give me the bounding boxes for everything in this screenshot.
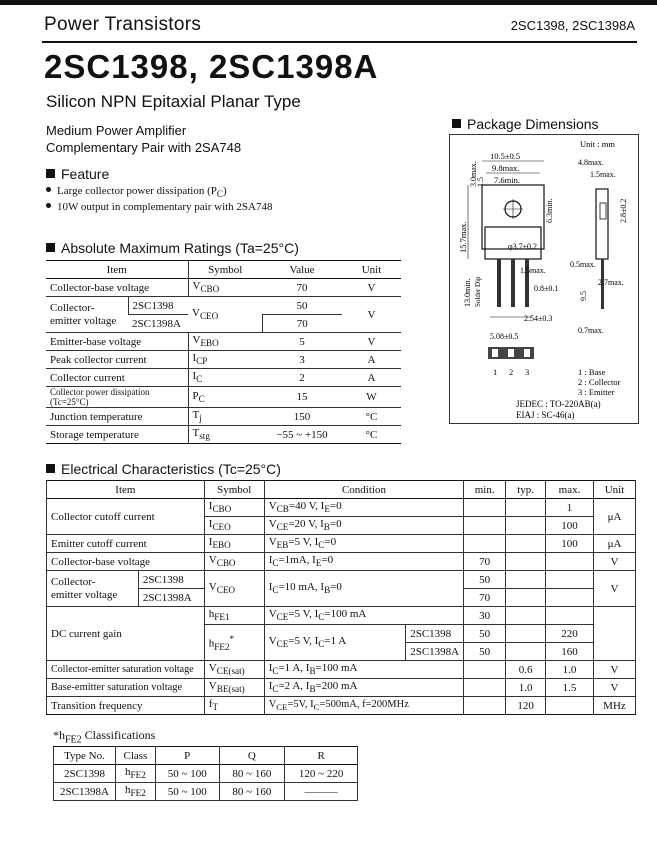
table-row: 2SC1398A $h_{FE2}$ 50 ~ 100 80 ~ 160 ——— [54, 783, 358, 801]
table-row: 2SC1398 $h_{FE2}$ 50 ~ 100 80 ~ 160 120 ~ 220 [54, 765, 358, 783]
table-row: $h_{FE2}^*$ $V_{CE}=5$ V, $I_C=1$ A 2SC1398 50 220 [47, 625, 636, 643]
jedec-label: JEDEC : TO-220AB(a) [516, 399, 601, 409]
lead-2 [511, 259, 515, 307]
svg-text:2.54±0.3: 2.54±0.3 [524, 314, 553, 323]
table-row: Collector-emitter saturation voltage $V_{CE(sat)}$ $I_C=1$ A, $I_B=100$ mA 0.6 1.0 V [47, 661, 636, 679]
square-bullet-icon [46, 464, 55, 473]
pin-number: 1 [493, 367, 498, 377]
part-title: 2SC1398, 2SC1398A [44, 48, 379, 85]
table-row: 2SC1398A 50 160 [47, 643, 636, 661]
svg-text:9.5: 9.5 [579, 291, 588, 301]
pin-legend: 1 : Base [578, 367, 606, 377]
svg-text:9.8max.: 9.8max. [492, 163, 520, 173]
table-row: Collector-base voltage $V_{CBO}$ 70 V [46, 279, 401, 297]
table-row: DC current gain $h_{FE1}$ $V_{CE}=5$ V, $I_C=100$ mA 30 [47, 607, 636, 625]
svg-text:3.0max.: 3.0max. [469, 161, 478, 187]
feature-heading: Feature [46, 166, 109, 182]
top-bar [0, 0, 657, 5]
table-header-row: Item Symbol Condition min. typ. max. Unit [47, 481, 636, 499]
table-row: Collector- emitter voltage 2SC1398 $V_{CEO}$ $I_C=10$ mA, $I_B=0$ 50 V [47, 571, 636, 589]
eiaj-label: EIAJ : SC-46(a) [516, 410, 575, 420]
table-row: Emitter-base voltage $V_{EBO}$ 5 V [46, 333, 401, 351]
table-row: 2SC1398A 70 [47, 589, 636, 607]
pin-number: 2 [509, 367, 514, 377]
table-row: 2SC1398A 70 [46, 315, 401, 333]
bullet-icon [46, 203, 51, 208]
svg-text:7.6min.: 7.6min. [494, 175, 520, 185]
table-row: Junction temperature $T_j$ 150 °C [46, 408, 401, 426]
svg-text:0.5max.: 0.5max. [570, 260, 596, 269]
package-drawing [450, 135, 638, 423]
table-row: Emitter cutoff current $I_{EBO}$ $V_{EB}=5$ V, $I_C=0$ 100 μA [47, 535, 636, 553]
feature-item-1: Large collector power dissipation $(P_C)$ [46, 185, 227, 199]
ec-heading: Electrical Characteristics (Tc=25°C) [46, 461, 281, 477]
svg-text:1.5max.: 1.5max. [590, 170, 616, 179]
svg-text:1.5: 1.5 [476, 177, 485, 187]
absolute-max-ratings-table [46, 260, 401, 444]
hfe-classification-table [53, 746, 358, 801]
description-line2: Complementary Pair with 2SA748 [46, 140, 242, 155]
hfe-heading: $*h_{FE2}$ Classifications [53, 728, 156, 746]
pin-number: 3 [525, 367, 530, 377]
lead-1 [497, 259, 501, 307]
svg-text:4.8max.: 4.8max. [578, 158, 604, 167]
svg-text:2.8±0.2: 2.8±0.2 [619, 198, 628, 223]
svg-text:0.8±0.1: 0.8±0.1 [534, 284, 559, 293]
svg-text:15.7max.: 15.7max. [458, 221, 468, 253]
table-row: Collector- emitter voltage 2SC1398 $V_{CEO}$ 50 V [46, 297, 401, 315]
svg-text:6.3min.: 6.3min. [545, 198, 554, 223]
amr-heading: Absolute Maximum Ratings (Ta=25°C) [46, 240, 299, 256]
svg-text:Solder Dip: Solder Dip [474, 276, 482, 307]
table-row: Storage temperature $T_{stg}$ −55 ~ +150 °C [46, 426, 401, 444]
electrical-characteristics-table [46, 480, 636, 715]
svg-text:0.7max.: 0.7max. [578, 326, 604, 335]
svg-text:10.5±0.5: 10.5±0.5 [490, 151, 521, 161]
table-row: Collector-base voltage $V_{CBO}$ $I_C=1mA$, $I_E=0$ 70 V [47, 553, 636, 571]
table-row: Collector power dissipation (Tc=25°C) $P_C$ 15 W [46, 387, 401, 408]
pin-legend: 2 : Collector [578, 377, 621, 387]
svg-text:φ3.7±0.2: φ3.7±0.2 [508, 242, 538, 251]
table-header-row: Item Symbol Value Unit [46, 261, 401, 279]
pin-legend: 3 : Emitter [578, 387, 615, 397]
svg-text:5.08±0.5: 5.08±0.5 [490, 332, 519, 341]
header-part-numbers: 2SC1398, 2SC1398A [510, 18, 635, 33]
unit-label: Unit : mm [580, 139, 615, 149]
table-row: $I_{CEO}$ $V_{CE}=20$ V, $I_B=0$ 100 [47, 517, 636, 535]
feature-item-2: 10W output in complementary pair with 2SA748 [46, 201, 273, 213]
side-view-body [596, 189, 608, 259]
package-heading: Package Dimensions [452, 116, 599, 132]
square-bullet-icon [452, 119, 461, 128]
square-bullet-icon [46, 169, 55, 178]
svg-text:1.5max.: 1.5max. [520, 266, 546, 275]
package-dimensions-box [449, 134, 639, 424]
category-title: Power Transistors [44, 14, 202, 35]
square-bullet-icon [46, 243, 55, 252]
table-row: Peak collector current $I_{CP}$ 3 A [46, 351, 401, 369]
table-header-row: Type No. Class P Q R [54, 747, 358, 765]
subtitle: Silicon NPN Epitaxial Planar Type [46, 92, 301, 111]
table-row: Base-emitter saturation voltage $V_{BE(sat)}$ $I_C=2$ A, $I_B=200$ mA 1.0 1.5 V [47, 679, 636, 697]
svg-text:13.0min.: 13.0min. [463, 278, 472, 307]
header-rule [42, 41, 637, 43]
table-row: Transition frequency $f_T$ $V_{CE}=5V$, $I_C=500mA$, f=200MHz 120 MHz [47, 697, 636, 715]
bullet-icon [46, 187, 51, 192]
table-row: Collector cutoff current $I_{CBO}$ $V_{CB}=40$ V, $I_E=0$ 1 μA [47, 499, 636, 517]
svg-text:2.7max.: 2.7max. [598, 278, 624, 287]
description [46, 122, 241, 156]
description-line1: Medium Power Amplifier [46, 123, 187, 138]
table-row: Collector current $I_C$ 2 A [46, 369, 401, 387]
